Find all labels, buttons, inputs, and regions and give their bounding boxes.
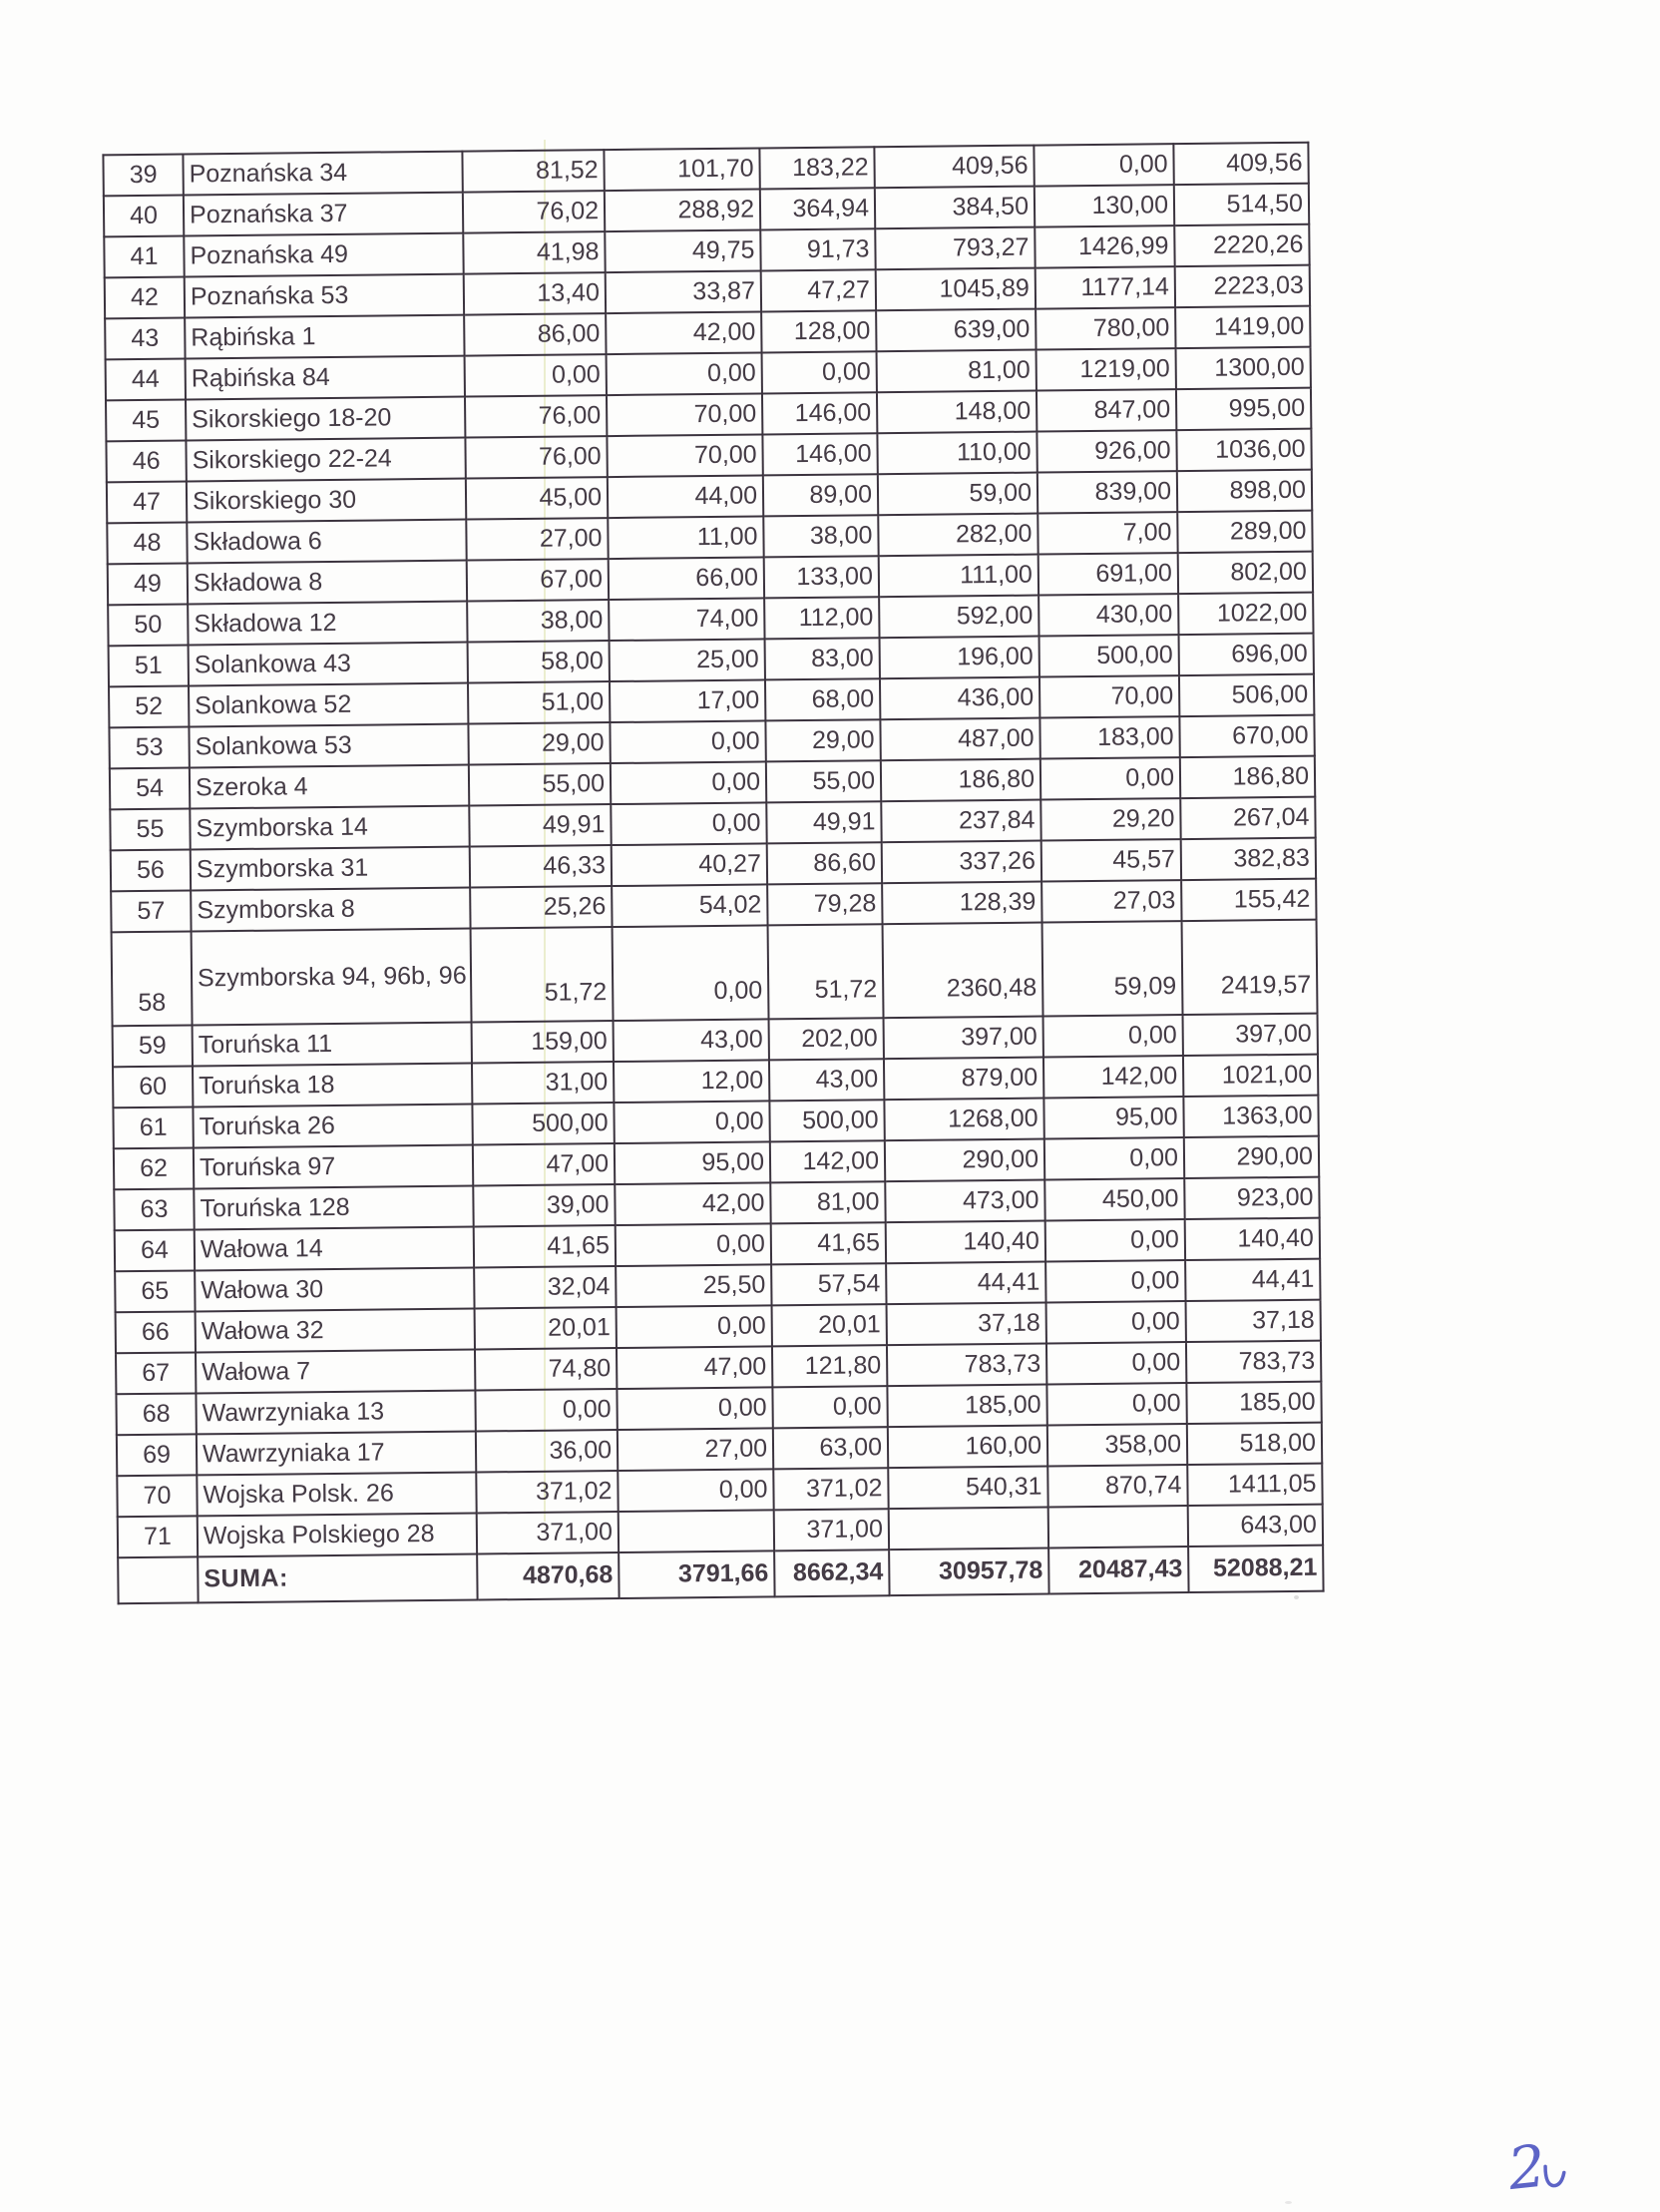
street-name-cell: Solankowa 43 [189,643,468,686]
value-cell: 95,00 [615,1141,770,1184]
value-cell: 55,00 [766,760,881,802]
row-number-cell: 39 [103,155,183,197]
value-cell: 59,00 [878,473,1038,516]
value-cell: 0,00 [762,351,877,393]
value-cell: 592,00 [879,596,1038,639]
value-cell: 1411,05 [1187,1464,1322,1506]
table-row [112,920,1318,1027]
value-cell: 289,00 [1177,511,1312,553]
row-number-cell: 68 [116,1393,196,1435]
row-number-cell: 56 [111,849,191,891]
value-cell: 0,00 [1046,1383,1186,1425]
value-cell: 57,54 [771,1263,886,1305]
street-name-cell: Wałowa 7 [196,1350,475,1394]
row-number-cell: 55 [110,808,190,850]
value-cell: 25,26 [470,886,612,928]
value-cell: 0,00 [610,720,765,763]
value-cell: 1177,14 [1036,266,1175,308]
row-number-cell: 41 [104,236,184,278]
row-number-cell: 70 [117,1475,197,1517]
value-cell: 0,00 [614,1101,769,1143]
value-cell: 12,00 [614,1060,769,1103]
value-cell: 27,03 [1041,880,1181,922]
street-name-cell: Sikorskiego 30 [187,479,466,523]
total-label-cell: SUMA: [198,1554,477,1603]
value-cell: 450,00 [1044,1178,1184,1220]
street-name-cell: Rąbińska 1 [185,315,464,359]
row-number-cell: 54 [110,767,190,809]
value-cell: 51,72 [471,927,614,1022]
row-number-cell: 62 [114,1147,194,1189]
value-cell: 358,00 [1047,1424,1187,1466]
value-cell: 500,00 [769,1100,884,1141]
value-cell: 49,91 [469,804,611,846]
value-cell: 86,00 [464,313,606,355]
street-name-cell: Solankowa 53 [189,724,468,768]
row-number-cell: 45 [106,400,186,442]
value-cell: 49,91 [766,801,881,843]
value-cell: 780,00 [1036,307,1175,349]
value-cell: 1219,00 [1037,348,1176,390]
value-cell: 0,00 [1045,1260,1185,1302]
street-name-cell: Wałowa 32 [196,1309,475,1353]
total-value-cell: 4870,68 [477,1552,619,1599]
row-number-cell: 64 [115,1229,195,1271]
street-name-cell: Sikorskiego 22-24 [186,438,465,482]
value-cell: 0,00 [465,354,607,396]
row-number-cell: 53 [109,726,189,768]
value-cell: 384,50 [875,187,1035,229]
street-name-cell: Toruńska 128 [194,1186,473,1230]
street-name-cell: Toruńska 18 [193,1064,472,1107]
value-cell: 11,00 [608,516,763,559]
value-cell: 186,80 [881,759,1040,802]
value-cell: 0,00 [611,761,766,804]
street-name-cell: Składowa 8 [188,561,467,605]
value-cell: 146,00 [762,433,877,475]
value-cell: 0,00 [1046,1342,1186,1384]
value-cell: 0,00 [1043,1015,1183,1057]
value-cell: 33,87 [606,270,761,313]
value-cell: 130,00 [1035,185,1174,226]
value-cell: 76,02 [463,191,605,232]
value-cell: 140,40 [886,1221,1045,1264]
value-cell: 47,27 [761,269,876,311]
street-name-cell: Szeroka 4 [190,765,469,809]
value-cell: 128,00 [761,310,876,352]
value-cell: 51,00 [468,681,610,723]
value-cell: 1419,00 [1175,306,1310,348]
handwriting-flourish [1540,2158,1573,2195]
value-cell: 25,50 [616,1264,771,1307]
value-cell: 142,00 [770,1140,885,1182]
value-cell: 31,00 [472,1062,614,1104]
street-name-cell: Wałowa 14 [195,1227,474,1271]
value-cell: 1036,00 [1176,429,1311,471]
total-value-cell: 30957,78 [889,1548,1048,1596]
row-number-cell: 49 [108,563,188,605]
value-cell: 66,00 [609,557,764,600]
value-cell [889,1508,1048,1550]
value-cell: 288,92 [605,189,760,231]
row-number-cell: 63 [114,1188,194,1230]
value-cell: 159,00 [472,1021,614,1063]
value-cell: 487,00 [880,718,1039,761]
value-cell: 196,00 [880,637,1039,679]
value-cell: 155,42 [1181,879,1316,921]
value-cell: 44,00 [608,475,763,518]
value-cell: 148,00 [877,391,1037,434]
value-cell: 506,00 [1179,674,1314,716]
street-name-cell: Wojska Polskiego 28 [198,1514,477,1557]
street-name-cell: Szymborska 8 [191,888,470,932]
total-value-cell: 8662,34 [774,1549,889,1596]
row-number-cell: 42 [105,277,185,319]
row-number-cell: 43 [105,318,185,360]
value-cell: 27,00 [618,1428,773,1471]
value-cell: 409,56 [1173,143,1308,185]
row-number-cell: 51 [109,645,189,686]
value-cell: 371,02 [476,1471,618,1513]
value-cell: 0,00 [613,925,769,1021]
value-cell: 40,27 [612,843,767,886]
value-cell: 45,57 [1041,839,1181,881]
total-value-cell: 3791,66 [619,1550,774,1598]
scan-speck [1294,1595,1299,1599]
value-cell: 267,04 [1180,797,1315,839]
value-cell: 0,00 [618,1469,773,1512]
value-cell: 25,00 [610,639,765,681]
value-cell: 500,00 [1039,635,1179,676]
value-cell: 81,52 [462,150,604,192]
value-cell: 67,00 [467,559,609,601]
value-cell: 0,00 [772,1386,887,1428]
value-cell: 923,00 [1184,1177,1319,1219]
value-cell: 27,00 [466,518,608,560]
row-number-cell: 52 [109,685,189,727]
value-cell: 802,00 [1178,552,1313,594]
value-cell: 783,73 [887,1344,1046,1387]
value-cell: 186,80 [1180,756,1315,798]
row-number-cell [118,1556,198,1603]
value-cell: 1045,89 [876,268,1036,311]
value-cell: 0,00 [1040,757,1180,799]
value-cell: 540,31 [888,1467,1047,1510]
value-cell: 371,02 [773,1468,888,1510]
street-name-cell: Składowa 12 [188,602,467,646]
street-name-cell: Poznańska 34 [183,152,462,196]
value-cell: 185,00 [887,1385,1046,1428]
value-cell: 70,00 [607,393,762,436]
value-cell: 41,65 [771,1222,886,1264]
value-cell [1048,1506,1188,1548]
value-cell: 397,00 [1183,1014,1318,1056]
address-table-sheet [102,142,1322,1605]
value-cell: 146,00 [762,392,877,434]
row-number-cell: 58 [112,931,193,1026]
value-cell: 29,00 [468,722,610,764]
value-cell: 870,74 [1047,1465,1187,1507]
value-cell: 183,00 [1039,716,1179,758]
value-cell: 112,00 [764,597,879,639]
value-cell: 0,00 [475,1389,617,1431]
row-number-cell: 71 [118,1516,198,1557]
row-number-cell: 61 [113,1106,193,1148]
street-name-cell: Szymborska 31 [191,847,470,891]
value-cell: 0,00 [1045,1219,1185,1261]
value-cell: 83,00 [765,638,880,679]
value-cell: 47,00 [473,1143,615,1185]
row-number-cell: 50 [108,604,188,646]
value-cell: 839,00 [1038,471,1177,513]
value-cell: 430,00 [1038,594,1178,636]
row-number-cell: 46 [106,441,186,483]
value-cell: 290,00 [885,1139,1044,1182]
value-cell: 337,26 [882,841,1041,884]
value-cell: 17,00 [610,679,765,722]
street-name-cell: Toruńska 26 [193,1105,472,1148]
value-cell: 237,84 [881,800,1040,843]
value-cell: 47,00 [617,1346,772,1389]
value-cell [619,1510,774,1552]
handwritten-page-number [1504,2131,1574,2204]
value-cell: 1426,99 [1035,225,1174,267]
value-cell: 133,00 [764,556,879,598]
value-cell: 183,22 [759,147,874,189]
value-cell: 95,00 [1043,1097,1183,1138]
scan-speck [1285,2201,1292,2204]
total-value-cell: 52088,21 [1188,1546,1323,1592]
value-cell: 160,00 [888,1426,1047,1469]
value-cell: 42,00 [615,1182,770,1225]
row-number-cell: 44 [106,359,186,401]
value-cell: 74,00 [609,598,764,641]
value-cell: 436,00 [880,677,1039,720]
value-cell: 44,41 [1185,1259,1320,1301]
value-cell: 20,01 [475,1307,617,1349]
value-cell: 44,41 [886,1262,1045,1305]
value-cell: 74,80 [475,1348,617,1390]
value-cell: 51,72 [768,924,884,1019]
value-cell: 86,60 [767,842,882,884]
value-cell: 202,00 [769,1018,884,1060]
value-cell: 696,00 [1179,634,1314,675]
value-cell: 13,40 [464,272,606,314]
value-cell: 128,39 [882,882,1041,925]
value-cell: 0,00 [1046,1301,1186,1343]
value-cell: 43,00 [769,1059,884,1101]
value-cell: 691,00 [1038,553,1178,595]
value-cell: 500,00 [472,1103,614,1144]
value-cell: 473,00 [885,1180,1044,1223]
value-cell: 2360,48 [883,923,1043,1019]
street-name-cell: Rąbińska 84 [186,356,465,400]
value-cell: 37,18 [1186,1300,1321,1342]
value-cell: 59,09 [1042,921,1183,1016]
street-name-cell: Składowa 6 [187,520,466,564]
value-cell: 29,20 [1040,798,1180,840]
value-cell: 81,00 [877,350,1037,393]
value-cell: 79,28 [767,883,882,925]
street-name-cell: Poznańska 37 [184,193,463,236]
value-cell: 290,00 [1184,1136,1319,1178]
value-cell: 38,00 [467,600,609,642]
value-cell: 121,80 [772,1345,887,1387]
row-number-cell: 57 [111,890,191,932]
value-cell: 89,00 [763,474,878,516]
row-number-cell: 48 [107,522,187,564]
value-cell: 1021,00 [1183,1055,1318,1097]
row-number-cell: 67 [116,1352,196,1394]
value-cell: 76,00 [465,395,607,437]
row-number-cell: 47 [107,481,187,523]
value-cell: 54,02 [612,884,767,927]
value-cell: 793,27 [875,227,1035,270]
value-cell: 42,00 [606,311,761,354]
value-cell: 0,00 [617,1305,772,1348]
value-cell: 20,01 [772,1304,887,1346]
value-cell: 29,00 [765,719,880,761]
value-cell: 1300,00 [1176,347,1311,389]
value-cell: 1022,00 [1178,593,1313,635]
value-cell: 0,00 [1034,144,1173,186]
value-cell: 879,00 [884,1058,1043,1101]
street-name-cell: Toruńska 97 [194,1145,473,1189]
street-name-cell: Wawrzyniaka 17 [197,1432,476,1476]
value-cell: 91,73 [760,228,875,270]
value-cell: 111,00 [879,555,1038,598]
row-number-cell: 69 [117,1434,197,1476]
value-cell: 282,00 [878,514,1038,557]
value-cell: 81,00 [770,1181,885,1223]
value-cell: 670,00 [1179,715,1314,757]
street-name-cell: Poznańska 53 [185,274,464,318]
value-cell: 1363,00 [1183,1096,1318,1137]
value-cell: 2223,03 [1175,265,1310,307]
value-cell: 783,73 [1186,1341,1321,1383]
value-cell: 76,00 [465,436,607,478]
row-number-cell: 40 [104,196,184,237]
value-cell: 0,00 [1044,1137,1184,1179]
value-cell: 382,83 [1181,838,1316,880]
value-cell: 46,33 [470,845,612,887]
street-name-cell: Wojska Polsk. 26 [197,1473,476,1517]
value-cell: 140,40 [1185,1218,1320,1260]
value-cell: 2419,57 [1182,920,1318,1015]
value-cell: 37,18 [887,1303,1046,1346]
page-number-digit: 2 [1504,2131,1549,2204]
value-cell: 397,00 [884,1017,1043,1060]
value-cell: 55,00 [469,763,611,805]
value-cell: 63,00 [773,1427,888,1469]
value-cell: 101,70 [604,148,759,191]
value-cell: 32,04 [474,1266,616,1308]
value-cell: 68,00 [765,678,880,720]
street-name-cell: Toruńska 11 [193,1023,472,1067]
value-cell: 0,00 [611,802,766,845]
value-cell: 847,00 [1037,389,1176,431]
value-cell: 110,00 [877,432,1037,475]
value-cell: 41,98 [463,231,605,273]
street-name-cell: Szymborska 14 [190,806,469,850]
street-name-cell: Szymborska 94, 96b, 96 [192,929,472,1026]
value-cell: 898,00 [1177,470,1312,512]
street-name-cell: Sikorskiego 18-20 [186,397,465,441]
row-number-cell: 66 [116,1311,196,1353]
row-number-cell: 59 [113,1025,193,1067]
value-cell: 7,00 [1038,512,1177,554]
value-cell: 639,00 [876,309,1036,352]
value-cell: 1268,00 [884,1099,1043,1141]
street-name-cell: Poznańska 49 [184,233,463,277]
value-cell: 36,00 [476,1430,618,1472]
value-cell: 371,00 [477,1512,619,1553]
value-cell: 926,00 [1037,430,1176,472]
value-cell: 371,00 [774,1509,889,1550]
value-cell: 0,00 [617,1387,772,1430]
address-values-table [102,142,1324,1605]
value-cell: 995,00 [1176,388,1311,430]
street-name-cell: Solankowa 52 [189,683,468,727]
value-cell: 518,00 [1187,1423,1322,1465]
value-cell: 0,00 [616,1223,771,1266]
value-cell: 364,94 [760,188,875,229]
value-cell: 185,00 [1186,1382,1321,1424]
value-cell: 0,00 [607,352,762,395]
value-cell: 2220,26 [1174,224,1309,266]
total-value-cell: 20487,43 [1048,1547,1188,1593]
value-cell: 70,00 [1039,675,1179,717]
value-cell: 70,00 [607,434,762,477]
value-cell: 409,56 [874,146,1034,189]
address-table-body [103,143,1323,1558]
value-cell: 514,50 [1174,184,1309,225]
row-number-cell: 60 [113,1066,193,1107]
value-cell: 41,65 [474,1225,616,1267]
street-name-cell: Wałowa 30 [195,1268,474,1312]
value-cell: 38,00 [763,515,878,557]
value-cell: 43,00 [614,1019,769,1062]
value-cell: 142,00 [1043,1056,1183,1098]
street-name-cell: Wawrzyniaka 13 [196,1391,475,1435]
value-cell: 45,00 [466,477,608,519]
value-cell: 49,75 [605,229,760,272]
value-cell: 58,00 [468,641,610,682]
value-cell: 39,00 [473,1184,615,1226]
value-cell: 643,00 [1188,1505,1323,1547]
row-number-cell: 65 [115,1270,195,1312]
